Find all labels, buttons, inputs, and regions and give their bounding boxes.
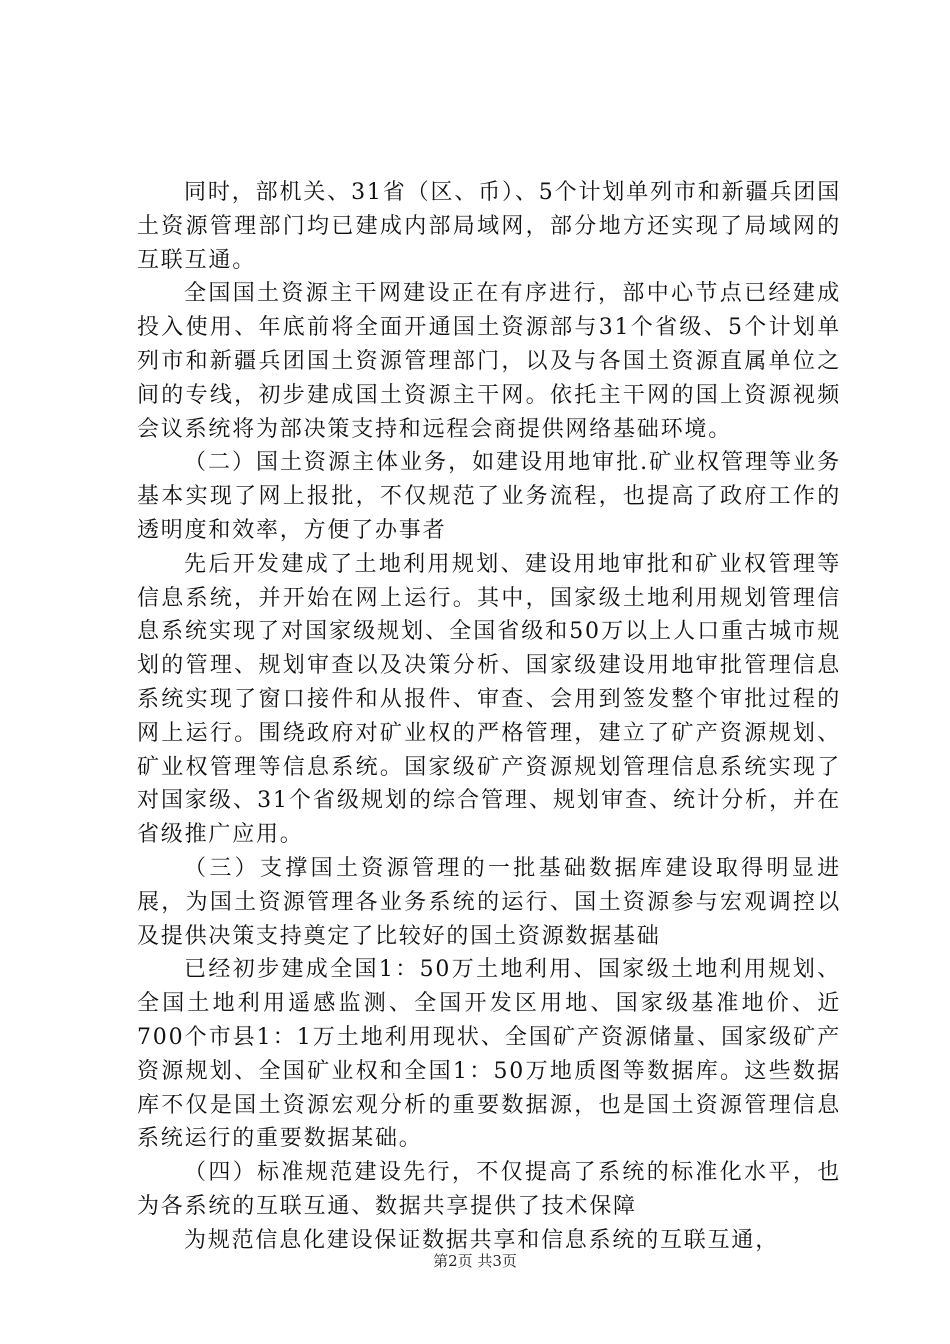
paragraph: 为规范信息化建设保证数据共享和信息系统的互联互通， — [184, 1227, 780, 1253]
paragraph: 全国国土资源主干网建设正在有序进行，部中心节点已经建成投入使用、年底前将全面开通国土资源部与31个省级、5个计划单列市和新疆兵团国土资源管理部门，以及与各国土资源直属单位之间的专线，初步建成国土资源主干网。依托主干网的国上资源视频会议系统将为部决策支持和远程会商提供网络基础环境。 — [137, 281, 841, 442]
section-heading: （四）标准规范建设先行，不仅提高了系统的标准化水平，也为各系统的互联互通、数据共享提供了技术保障 — [137, 1160, 841, 1219]
page-footer — [0, 1250, 950, 1271]
paragraph: 同时，部机关、31省（区、币）、5个计划单列市和新疆兵团国土资源管理部门均已建成内部局域网，部分地方还实现了局域网的互联互通。 — [137, 180, 841, 273]
page-total: 共3页 — [477, 1252, 517, 1270]
document-body — [137, 176, 841, 1258]
paragraph: 先后开发建成了土地利用规划、建设用地审批和矿业权管理等信息系统，并开始在网上运行。其中，国家级土地利用规划管理信息系统实现了对国家级规划、全国省级和50万以上人口重古城市规划的管理、规划审查以及决策分析、国家级建设用地审批管理信息系统实现了窗口接件和从报件、审查、会用到签发整个审批过程的网上运行。围绕政府对矿业权的严格管理，建立了矿产资源规划、矿业权管理等信息系统。国家级矿产资源规划管理信息系统实现了对国家级、31个省级规划的综合管理、规划审查、统计分析，并在省级推广应用。 — [137, 551, 841, 848]
paragraph: 已经初步建成全国1：50万土地利用、国家级土地利用规划、全国土地利用遥感监测、全国开发区用地、国家级基准地价、近700个市县1：1万土地利用现状、全国矿产资源储量、国家级矿产资源规划、全国矿业权和全国1：50万地质图等数据库。这些数据库不仅是国土资源宏观分析的重要数据源，也是国土资源管理信息系统运行的重要数据某础。 — [137, 957, 841, 1152]
page-number: 第2页 — [433, 1252, 473, 1270]
section-heading: （三）支撑国土资源管理的一批基础数据库建设取得明显进展，为国土资源管理各业务系统的运行、国土资源参与宏观调控以及提供决策支持奠定了比较好的国土资源数据基础 — [137, 855, 841, 949]
section-heading: （二）国土资源主体业务，如建设用地审批.矿业权管理等业务基本实现了网上报批，不仅规范了业务流程，也提高了政府工作的透明度和效率，方便了办事者 — [137, 450, 841, 543]
